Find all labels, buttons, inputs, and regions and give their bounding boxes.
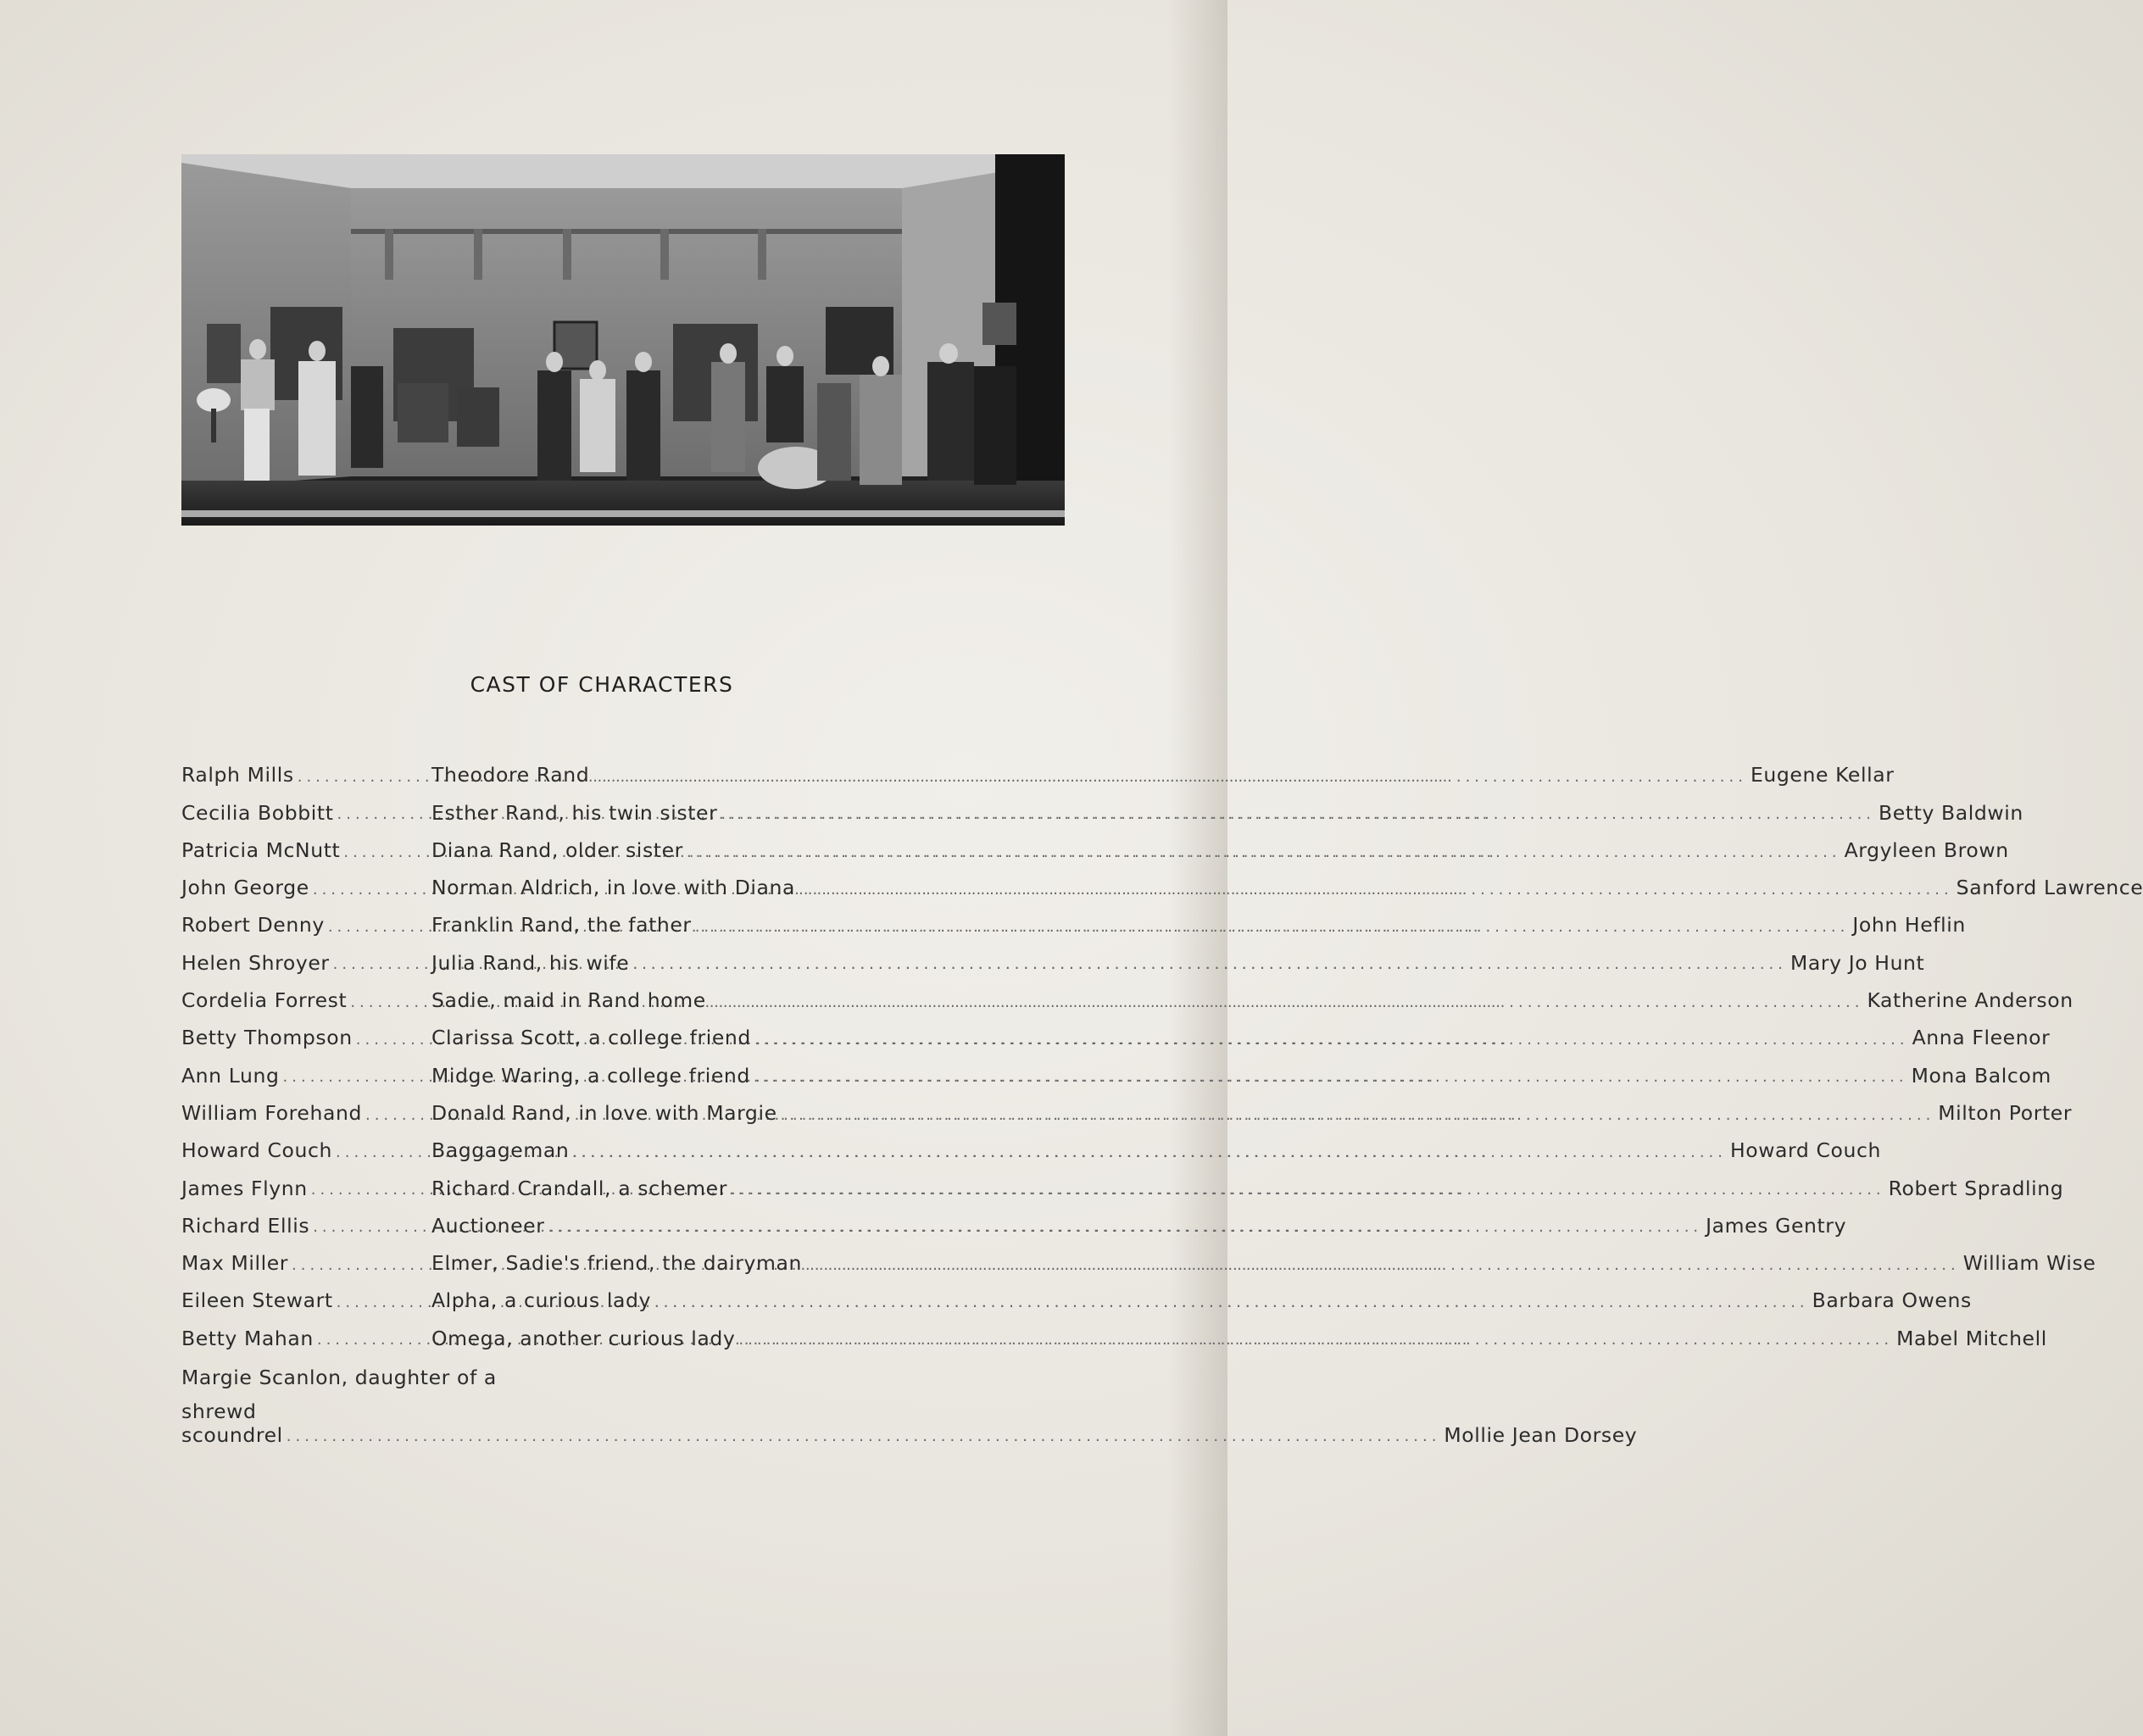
dot-leader bbox=[548, 1217, 1702, 1237]
role-name: Norman Aldrich, in love with Diana bbox=[431, 876, 796, 900]
player-name: James Gentry bbox=[1706, 1213, 1847, 1238]
dot-leader bbox=[632, 954, 1787, 974]
actor-name: Cecilia Bobbitt bbox=[181, 800, 334, 825]
actor-name: Ralph Mills bbox=[181, 763, 294, 787]
player-name: Howard Couch bbox=[1729, 1138, 1881, 1163]
role-name-line2: shrewd scoundrel bbox=[181, 1399, 283, 1447]
dot-leader bbox=[695, 917, 1850, 937]
stage-photo bbox=[181, 154, 1065, 526]
player-name: John Heflin bbox=[1852, 913, 1966, 938]
dot-leader bbox=[654, 1293, 1809, 1312]
actor-name: Betty Thompson bbox=[181, 1026, 353, 1050]
role-name: Diana Rand, older sister bbox=[431, 837, 683, 862]
cast-row bbox=[181, 937, 1925, 975]
actor-name: Eileen Stewart bbox=[181, 1288, 333, 1313]
role-name: Auctioneer bbox=[431, 1213, 545, 1238]
cast-row bbox=[181, 899, 1966, 938]
role-name: Esther Rand, his twin sister bbox=[431, 800, 718, 825]
cast-row bbox=[181, 1275, 1972, 1313]
role-name: Franklin Rand, the father bbox=[431, 913, 692, 938]
player-name: Barbara Owens bbox=[1812, 1288, 1972, 1313]
dot-leader bbox=[805, 1255, 1960, 1275]
dot-leader bbox=[593, 767, 1747, 787]
dot-leader bbox=[572, 1143, 1727, 1162]
cast-row bbox=[181, 1049, 2051, 1088]
role-name: Theodore Rand bbox=[431, 763, 590, 787]
role-name-line1: Margie Scanlon, daughter of a bbox=[181, 1365, 497, 1389]
actor-name: Ann Lung bbox=[181, 1063, 280, 1088]
actor-name: Howard Couch bbox=[181, 1138, 332, 1163]
player-name: Betty Baldwin bbox=[1879, 800, 2023, 825]
role-name: Sadie, maid in Rand home bbox=[431, 988, 706, 1013]
cast-row bbox=[181, 1162, 2064, 1200]
cast-row bbox=[181, 1312, 2047, 1350]
actor-name: Betty Mahan bbox=[181, 1326, 314, 1350]
role-name: Julia Rand, his wife bbox=[431, 950, 630, 975]
cast-row bbox=[181, 1088, 2073, 1125]
player-name: William Wise bbox=[1962, 1251, 2096, 1276]
dot-leader bbox=[754, 1030, 1909, 1049]
player-name: Mollie Jean Dorsey bbox=[1444, 1422, 1638, 1447]
player-name: Milton Porter bbox=[1938, 1100, 2073, 1125]
player-name: Eugene Kellar bbox=[1750, 763, 1895, 787]
cast-row bbox=[181, 787, 2023, 825]
cast-list bbox=[181, 749, 2143, 1447]
dot-leader bbox=[799, 880, 1953, 899]
page-title: CAST OF CHARACTERS bbox=[470, 672, 734, 697]
role-name: Alpha, a curious lady bbox=[431, 1288, 651, 1313]
role-name: Omega, another curious lady bbox=[431, 1326, 736, 1350]
dot-leader bbox=[738, 1330, 1893, 1349]
cast-row bbox=[181, 862, 2143, 900]
role-name: Clarissa Scott, a college friend bbox=[431, 1026, 751, 1050]
page-edge-shadow bbox=[1168, 0, 1227, 1736]
cast-row bbox=[181, 1125, 1881, 1163]
actor-name: Robert Denny bbox=[181, 913, 325, 938]
dot-leader bbox=[781, 1105, 1935, 1125]
cast-row bbox=[181, 1238, 2096, 1276]
role-name: Midge Waring, a college friend bbox=[431, 1063, 750, 1088]
player-name: Sanford Lawrence bbox=[1956, 876, 2143, 900]
player-name: Mary Jo Hunt bbox=[1790, 950, 1925, 975]
player-name: Robert Spradling bbox=[1888, 1176, 2064, 1200]
cast-row-last bbox=[181, 1350, 1638, 1447]
dot-leader bbox=[710, 993, 1864, 1012]
dot-leader bbox=[721, 804, 1875, 824]
role-name: Elmer, Sadie's friend, the dairyman bbox=[431, 1251, 803, 1276]
cast-row bbox=[181, 975, 2073, 1013]
dot-leader bbox=[687, 843, 1841, 862]
dot-leader bbox=[731, 1180, 1885, 1199]
actor-name: Cordelia Forrest bbox=[181, 988, 348, 1013]
actor-name: James Flynn bbox=[181, 1176, 308, 1200]
cast-row bbox=[181, 1012, 2051, 1050]
actor-name: Patricia McNutt bbox=[181, 837, 341, 862]
role-name: Baggageman bbox=[431, 1138, 570, 1163]
player-name: Anna Fleenor bbox=[1912, 1026, 2051, 1050]
cast-row bbox=[181, 749, 1895, 787]
actor-name: John George bbox=[181, 876, 309, 900]
role-name: Richard Crandall, a schemer bbox=[431, 1176, 727, 1200]
actor-name: Max Miller bbox=[181, 1251, 289, 1276]
dot-leader bbox=[754, 1067, 1908, 1087]
role-name: Donald Rand, in love with Margie bbox=[431, 1100, 777, 1125]
player-name: Mabel Mitchell bbox=[1896, 1326, 2047, 1350]
cast-row bbox=[181, 1200, 1847, 1238]
player-name: Mona Balcom bbox=[1911, 1063, 2051, 1088]
dot-leader bbox=[287, 1427, 1441, 1446]
cast-row bbox=[181, 825, 2009, 862]
actor-name: Richard Ellis bbox=[181, 1213, 310, 1238]
actor-name: Helen Shroyer bbox=[181, 950, 330, 975]
player-name: Katherine Anderson bbox=[1867, 988, 2073, 1013]
actor-name: William Forehand bbox=[181, 1100, 362, 1125]
player-name: Argyleen Brown bbox=[1844, 837, 2009, 862]
